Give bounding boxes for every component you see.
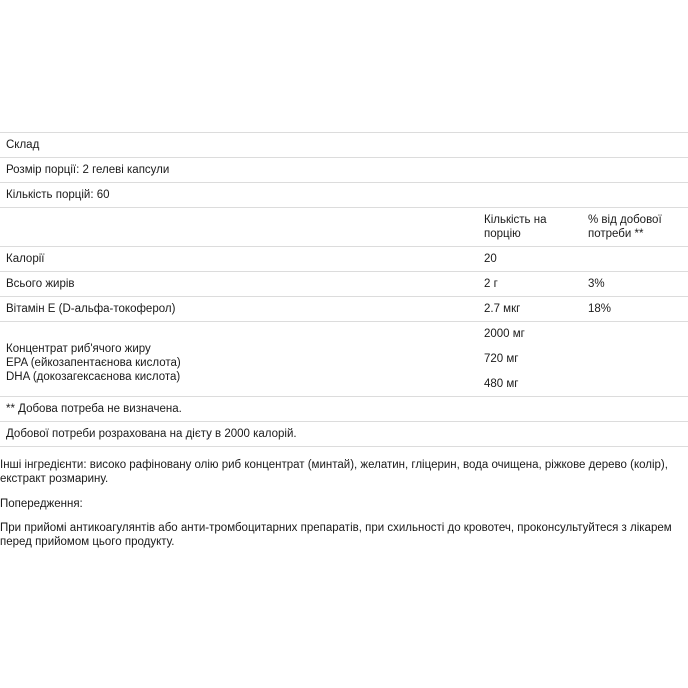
serving-size: Розмір порції: 2 гелеві капсули <box>6 164 170 176</box>
fish-oil-names <box>6 342 181 384</box>
serving-size-row <box>0 158 688 183</box>
nutrient-name: Всього жирів <box>6 278 75 290</box>
nutrient-name: Калорії <box>6 253 45 265</box>
table-row <box>0 247 688 272</box>
table-header-row <box>0 208 688 247</box>
nutrient-amount: 2 г <box>484 278 498 290</box>
servings-count-row <box>0 183 688 208</box>
diet-basis-note: Добової потреби розрахована на дієту в 2000 калорій. <box>6 428 297 440</box>
warning-title: Попередження: <box>0 498 83 510</box>
table-row <box>0 297 688 322</box>
amount-header-line-1: Кількість на <box>484 214 547 226</box>
other-ingredients: Інші інгредієнти: високо рафіновану олію риб концентрат (минтай), желатин, гліцерин, вода очищена, ріжкове дерево (колір), екстракт розмарину. <box>0 459 668 485</box>
dha-name: DHA (докозагексаєнова кислота) <box>6 371 181 383</box>
nutrient-amount: 2.7 мкг <box>484 303 521 315</box>
dv-header-line-2: потреби ** <box>588 228 644 240</box>
fish-oil-concentrate-amount: 2000 мг <box>484 328 525 340</box>
supplement-facts-table <box>0 132 688 447</box>
table-row <box>0 272 688 297</box>
epa-amount: 720 мг <box>484 353 519 365</box>
nutrient-daily-value: 18% <box>588 303 612 315</box>
composition-row <box>0 133 688 158</box>
fish-oil-row <box>0 322 688 397</box>
diet-note-row <box>0 422 688 447</box>
nutrient-daily-value: 3% <box>588 278 605 290</box>
daily-value-header <box>588 213 668 241</box>
dv-not-established-note: ** Добова потреба не визначена. <box>6 403 182 415</box>
nutrient-name: Вітамін Е (D-альфа-токоферол) <box>6 303 176 315</box>
amount-per-serving-header <box>484 213 564 241</box>
dha-amount: 480 мг <box>484 378 519 390</box>
warning-text: При прийомі антикоагулянтів або анти-тромбоцитарних препаратів, при схильності до кровотеч, проконсультуйтеся з лікарем перед прийомом цього продукту. <box>0 522 672 548</box>
fish-oil-concentrate-name: Концентрат риб'ячого жиру <box>6 343 151 355</box>
composition-label: Склад <box>6 139 40 151</box>
epa-name: EPA (ейкозапентаєнова кислота) <box>6 357 181 369</box>
dv-header-line-1: % від добової <box>588 214 662 226</box>
fish-oil-amounts <box>484 328 525 403</box>
dv-note-row <box>0 397 688 422</box>
nutrient-amount: 20 <box>484 253 497 265</box>
amount-header-line-2: порцію <box>484 228 521 240</box>
servings-count: Кількість порцій: 60 <box>6 189 110 201</box>
